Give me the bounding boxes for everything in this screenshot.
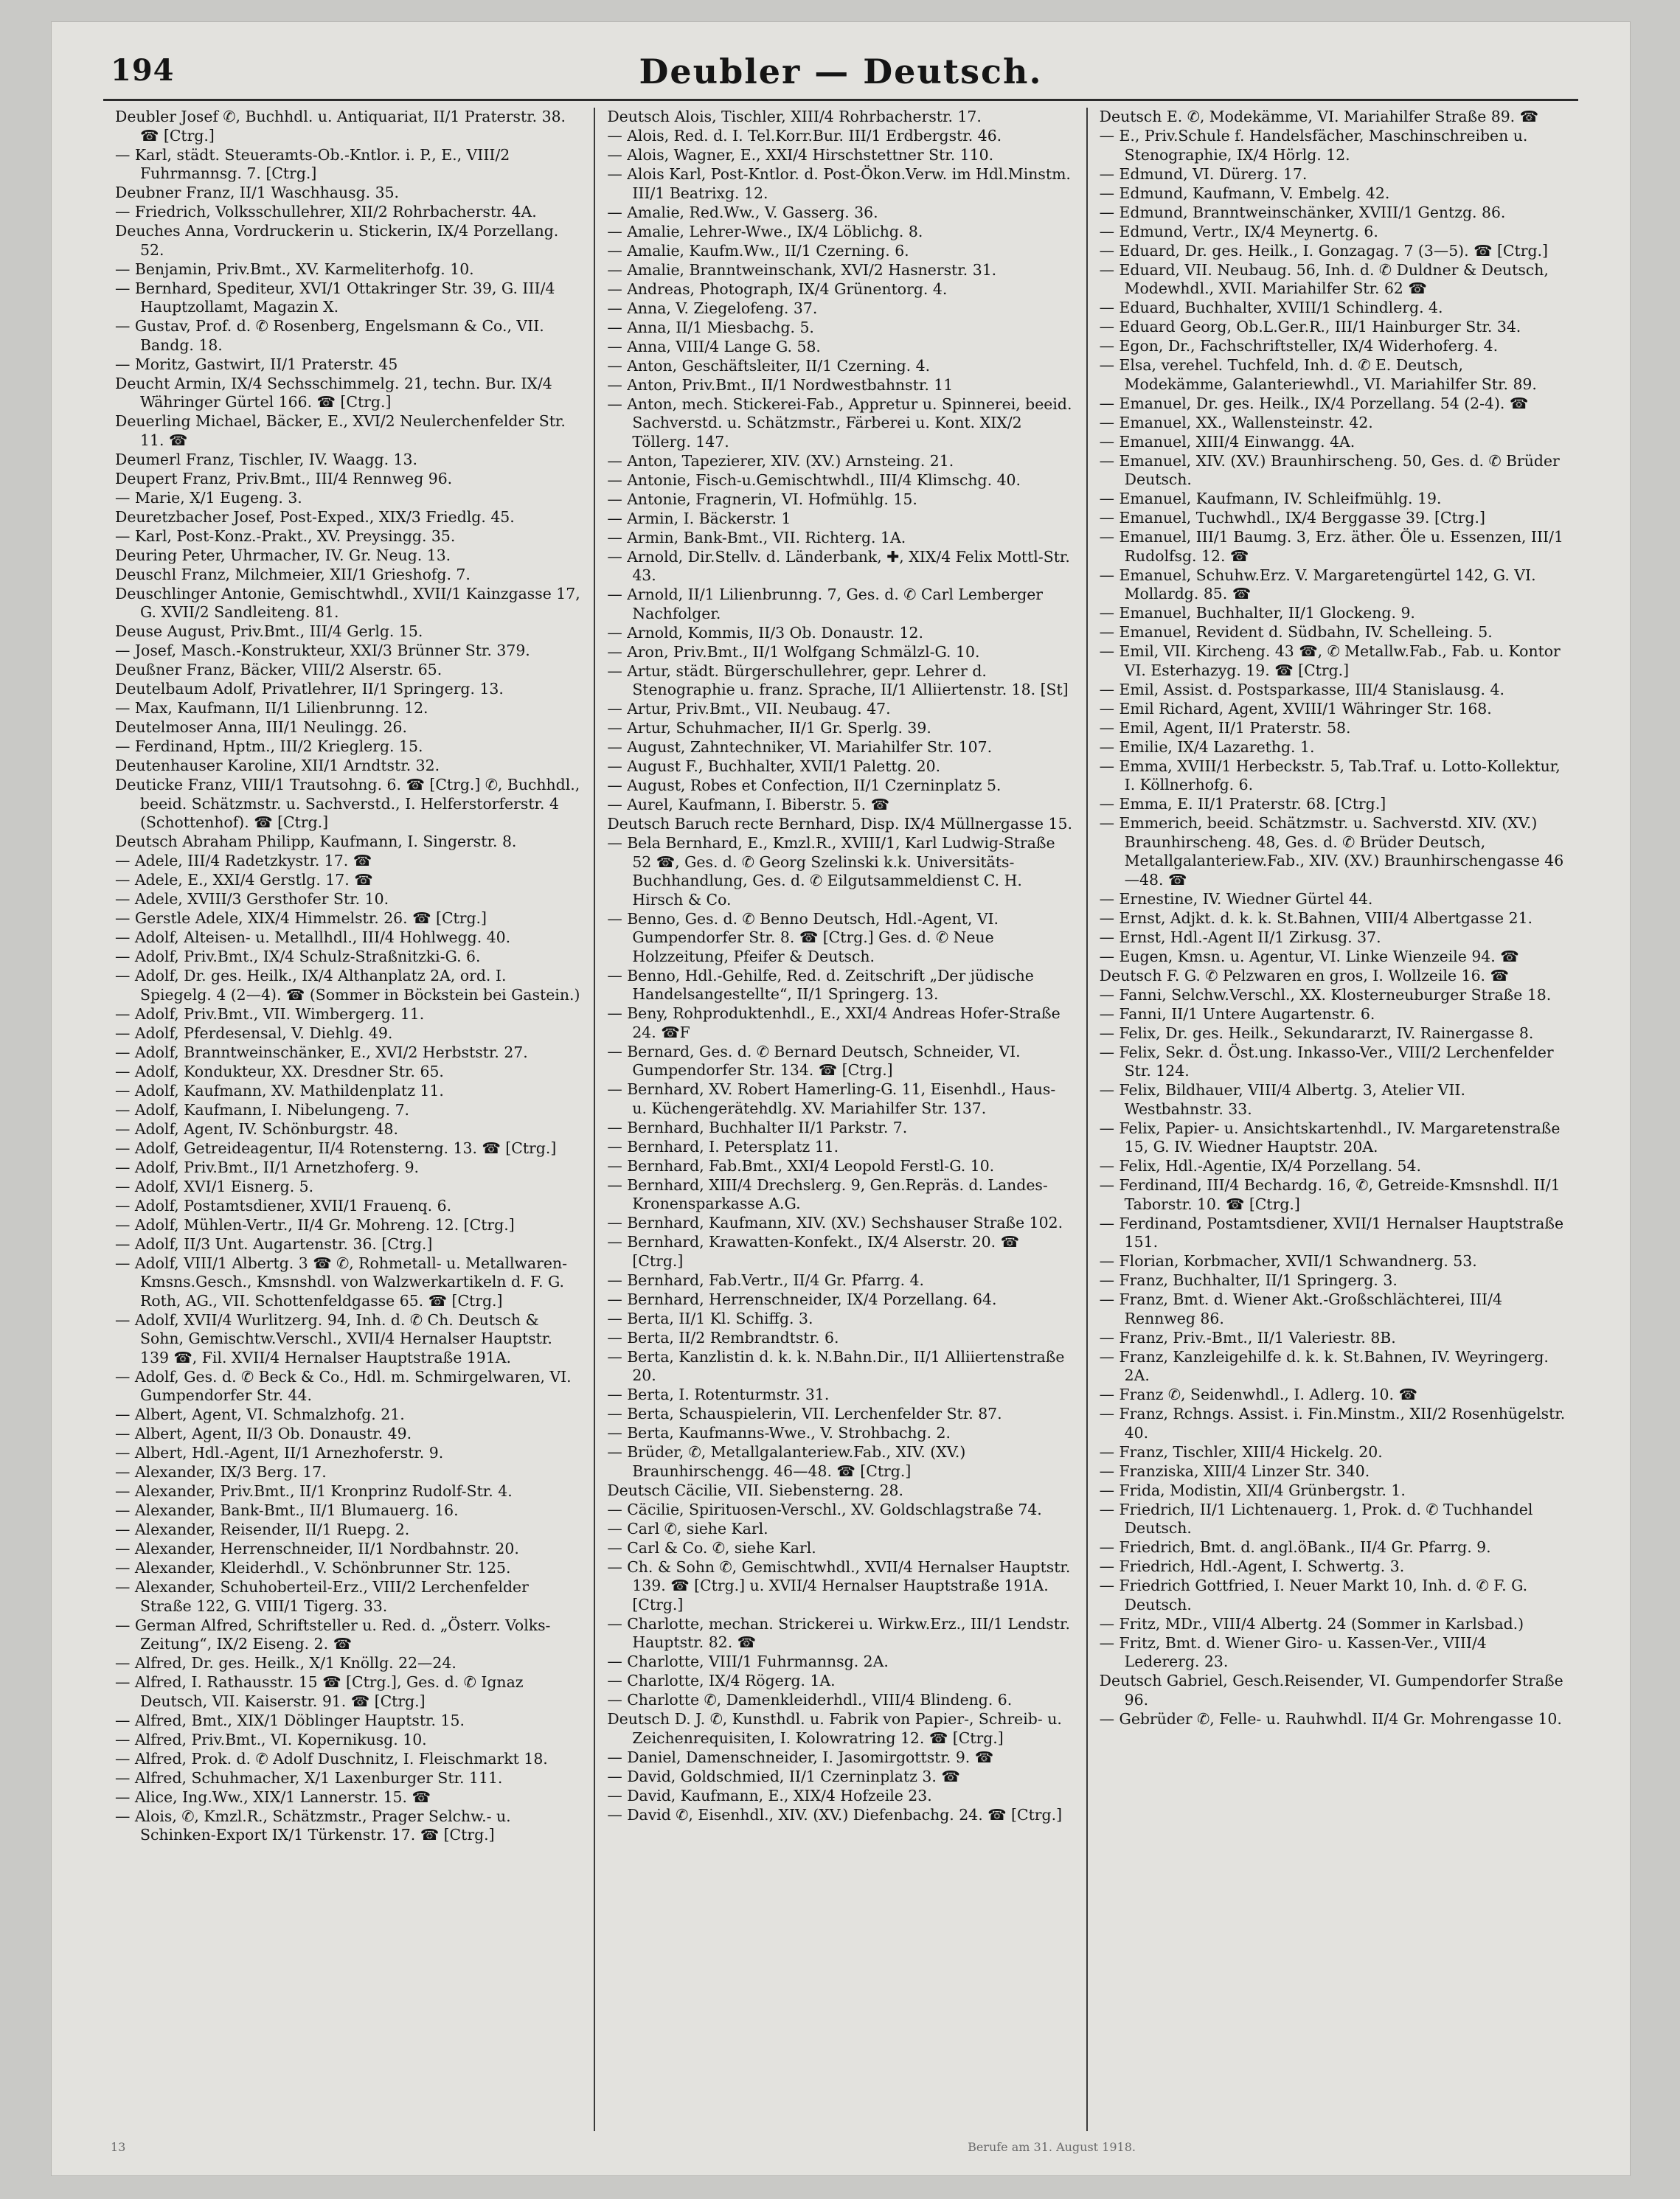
directory-entry: — Ferdinand, Hptm., III/2 Krieglerg. 15. <box>115 737 423 755</box>
directory-entry: — E., Priv.Schule f. Handelsfächer, Maschinschreiben u. Stenographie, IX/4 Hörlg. 12. <box>1099 127 1528 164</box>
directory-entry: Deuches Anna, Vordruckerin u. Stickerin, IX/4 Porzellang. 52. <box>115 222 559 259</box>
directory-entry: — Berta, I. Rotenturmstr. 31. <box>607 1386 830 1403</box>
printer-signature: 13 <box>111 2140 126 2154</box>
directory-entry: — Antonie, Fragnerin, VI. Hofmühlg. 15. <box>607 490 917 508</box>
directory-entry: — Alexander, Reisender, II/1 Ruepg. 2. <box>115 1521 410 1538</box>
directory-entry: Deutelmoser Anna, III/1 Neulingg. 26. <box>115 718 408 736</box>
directory-entry: — Egon, Dr., Fachschriftsteller, IX/4 Widerhoferg. 4. <box>1099 337 1499 355</box>
page-number: 194 <box>111 53 175 88</box>
directory-entry: Deutsch Alois, Tischler, XIII/4 Rohrbacherstr. 17. <box>607 108 982 125</box>
directory-entry: — Carl & Co. ✆, siehe Karl. <box>607 1538 816 1557</box>
directory-entry: Deutelbaum Adolf, Privatlehrer, II/1 Springerg. 13. <box>115 680 504 698</box>
directory-entry: — Amalie, Kaufm.Ww., II/1 Czerning. 6. <box>607 241 909 260</box>
directory-entry: — Emma, E. II/1 Praterstr. 68. [Ctrg.] <box>1099 795 1386 813</box>
directory-entry: Deuse August, Priv.Bmt., III/4 Gerlg. 15. <box>115 622 423 640</box>
directory-entry: — Emanuel, Revident d. Südbahn, IV. Schelleing. 5. <box>1099 623 1493 641</box>
directory-entry: — Bernhard, I. Petersplatz 11. <box>607 1137 839 1156</box>
directory-entry: — Adolf, Alteisen- u. Metallhdl., III/4 Hohlwegg. 40. <box>115 928 511 946</box>
directory-entry: — Ferdinand, Postamtsdiener, XVII/1 Hernalser Hauptstraße 151. <box>1099 1214 1564 1251</box>
running-title: Deubler — Deutsch. <box>639 52 1043 91</box>
directory-entry: — Alfred, I. Rathausstr. 15 ☎ [Ctrg.], Ges. d. ✆ Ignaz Deutsch, VII. Kaiserstr. 91. ☎ [Ctrg.] <box>115 1673 524 1710</box>
directory-entry: — Alexander, Priv.Bmt., II/1 Kronprinz Rudolf-Str. 4. <box>115 1482 513 1500</box>
directory-entry: — August, Zahntechniker, VI. Mariahilfer Str. 107. <box>607 738 993 756</box>
directory-entry: — Berta, II/1 Kl. Schiffg. 3. <box>607 1309 813 1327</box>
directory-entry: — Franz ✆, Seidenwhdl., I. Adlerg. 10. ☎ <box>1099 1386 1417 1403</box>
directory-entry: — Felix, Bildhauer, VIII/4 Albertg. 3, Atelier VII. Westbahnstr. 33. <box>1099 1081 1465 1118</box>
directory-entry: — Emanuel, III/1 Baumg. 3, Erz. äther. Öle u. Essenzen, III/1 Rudolfsg. 12. ☎ <box>1099 528 1563 565</box>
directory-entry: — Alfred, Schuhmacher, X/1 Laxenburger Str. 111. <box>115 1768 503 1787</box>
directory-entry: — Anna, V. Ziegelofeng. 37. <box>607 299 818 317</box>
directory-entry: — Franz, Bmt. d. Wiener Akt.-Großschlächterei, III/4 Rennweg 86. <box>1099 1290 1502 1327</box>
directory-entry: — Friedrich, Hdl.-Agent, I. Schwertg. 3. <box>1099 1557 1405 1575</box>
directory-entry: — Adolf, Ges. d. ✆ Beck & Co., Hdl. m. Schmirgelwaren, VI. Gumpendorfer Str. 44. <box>115 1367 572 1404</box>
directory-entry: Deuring Peter, Uhrmacher, IV. Gr. Neug. 13. <box>115 546 451 564</box>
directory-entry: — Adolf, Priv.Bmt., IX/4 Schulz-Straßnitzki-G. 6. <box>115 948 481 965</box>
directory-entry: — Bernhard, Herrenschneider, IX/4 Porzellang. 64. <box>607 1290 997 1308</box>
directory-entry: — Adolf, Branntweinschänker, E., XVI/2 Herbststr. 27. <box>115 1043 528 1061</box>
directory-entry: — Emanuel, Buchhalter, II/1 Glockeng. 9. <box>1099 604 1415 622</box>
directory-entry: — Albert, Hdl.-Agent, II/1 Arnezhoferstr. 9. <box>115 1444 444 1462</box>
directory-page <box>52 22 1630 2175</box>
directory-entry: — August, Robes et Confection, II/1 Czerninplatz 5. <box>607 777 1002 794</box>
directory-entry: — Bernhard, XV. Robert Hamerling-G. 11, Eisenhdl., Haus- u. Küchengerätehdlg. XV. Mariahilfer Str. 137. <box>607 1080 1056 1117</box>
directory-entry: — Adolf, VIII/1 Albertg. 3 ☎ ✆, Rohmetall- u. Metallwaren-Kmsns.Gesch., Kmsnshdl. von Walzwerkartikeln d. F. G. Roth, AG., VII. Schottenfeldgasse 65. ☎ [Ctrg.] <box>115 1254 567 1310</box>
directory-entry: Deumerl Franz, Tischler, IV. Waagg. 13. <box>115 450 417 468</box>
directory-entry: Deuretzbacher Josef, Post-Exped., XIX/3 Friedlg. 45. <box>115 507 515 526</box>
directory-entry: — Charlotte, IX/4 Rögerg. 1A. <box>607 1672 836 1689</box>
directory-entry: — Fanni, Selchw.Verschl., XX. Klosterneuburger Straße 18. <box>1099 985 1552 1004</box>
directory-entry: — Bernhard, Buchhalter II/1 Parkstr. 7. <box>607 1118 908 1136</box>
directory-entry: — Amalie, Branntweinschank, XVI/2 Hasnerstr. 31. <box>607 260 997 279</box>
directory-entry: — Artur, städt. Bürgerschullehrer, gepr. Lehrer d. Stenographie u. franz. Sprache, II/1 Alliiertenstr. 18. [St] <box>607 661 1069 698</box>
directory-entry: — Alexander, Bank-Bmt., II/1 Blumauerg. 16. <box>115 1501 459 1519</box>
directory-entry: — Adolf, XVII/4 Wurlitzerg. 94, Inh. d. ✆ Ch. Deutsch & Sohn, Gemischtw.Verschl., XVII/4 Hernalser Hauptstr. 139 ☎, Fil. XVII/4 Hernalser Hauptstraße 191A. <box>115 1310 552 1366</box>
directory-entry: — Bernhard, Krawatten-Konfekt., IX/4 Alserstr. 20. ☎ [Ctrg.] <box>607 1233 1019 1270</box>
directory-entry: — Bela Bernhard, E., Kmzl.R., XVIII/1, Karl Ludwig-Straße 52 ☎, Ges. d. ✆ Georg Szelinski k.k. Universitäts-Buchhandlung, Ges. d. ✆ Eilgutsammeldienst C. H. Hirsch & Co. <box>607 834 1055 909</box>
directory-entry: — Ch. & Sohn ✆, Gemischtwhdl., XVII/4 Hernalser Hauptstr. 139. ☎ [Ctrg.] u. XVII/4 Hernalser Hauptstraße 191A. [Ctrg.] <box>607 1557 1071 1613</box>
directory-entry: — Adolf, Pferdesensal, V. Diehlg. 49. <box>115 1024 393 1042</box>
directory-entry: — August F., Buchhalter, XVII/1 Palettg. 20. <box>607 757 941 775</box>
directory-entry: — Arnold, Dir.Stellv. d. Länderbank, ✚, XIX/4 Felix Mottl-Str. 43. <box>607 547 1070 584</box>
directory-entry: — Ernst, Adjkt. d. k. k. St.Bahnen, VIII/4 Albertgasse 21. <box>1099 909 1533 927</box>
directory-entry: — Adolf, Postamtsdiener, XVII/1 Frauenq. 6. <box>115 1196 452 1215</box>
directory-entry: Deutsch F. G. ✆ Pelzwaren en gros, I. Wollzeile 16. ☎ <box>1099 966 1509 984</box>
directory-entry: — Gerstle Adele, XIX/4 Himmelstr. 26. ☎ [Ctrg.] <box>115 909 487 927</box>
directory-entry: — Amalie, Lehrer-Wwe., IX/4 Löblichg. 8. <box>607 222 923 240</box>
directory-entry: Deucht Armin, IX/4 Sechsschimmelg. 21, techn. Bur. IX/4 Währinger Gürtel 166. ☎ [Ctrg.] <box>115 374 552 411</box>
column-middle <box>594 108 1086 2131</box>
directory-entry: — Bernhard, Fab.Bmt., XXI/4 Leopold Ferstl-G. 10. <box>607 1156 995 1175</box>
directory-entry: — Josef, Masch.-Konstrukteur, XXI/3 Brünner Str. 379. <box>115 642 530 659</box>
directory-entry: — David ✆, Eisenhdl., XIV. (XV.) Diefenbachg. 24. ☎ [Ctrg.] <box>607 1805 1063 1824</box>
directory-entry: — Adolf, XVI/1 Eisnerg. 5. <box>115 1177 314 1195</box>
directory-entry: — Franz, Tischler, XIII/4 Hickelg. 20. <box>1099 1442 1383 1461</box>
directory-entry: — Franz, Kanzleigehilfe d. k. k. St.Bahnen, IV. Weyringerg. 2A. <box>1099 1347 1549 1384</box>
directory-entry: — Anna, VIII/4 Lange G. 58. <box>607 337 821 355</box>
directory-entry: Deutsch E. ✆, Modekämme, VI. Mariahilfer Straße 89. ☎ <box>1099 108 1539 125</box>
directory-entry: — Alfred, Dr. ges. Heilk., X/1 Knöllg. 22—24. <box>115 1654 457 1672</box>
directory-entry: — Alexander, Schuhoberteil-Erz., VIII/2 Lerchenfelder Straße 122, G. VIII/1 Tigerg. 33. <box>115 1578 529 1615</box>
directory-entry: Deutsch D. J. ✆, Kunsthdl. u. Fabrik von Papier-, Schreib- u. Zeichenrequisiten, I. Kolowratring 12. ☎ [Ctrg.] <box>607 1710 1062 1747</box>
directory-entry: — Amalie, Red.Ww., V. Gasserg. 36. <box>607 203 878 221</box>
directory-entry: — David, Kaufmann, E., XIX/4 Hofzeile 23. <box>607 1786 932 1804</box>
directory-entry: — Franz, Rchngs. Assist. i. Fin.Minstm., XII/2 Rosenhügelstr. 40. <box>1099 1405 1566 1442</box>
directory-entry: — Berta, Kanzlistin d. k. k. N.Bahn.Dir., II/1 Alliiertenstraße 20. <box>607 1347 1065 1384</box>
directory-entry: — Alfred, Bmt., XIX/1 Döblinger Hauptstr. 15. <box>115 1711 465 1729</box>
directory-entry: — Albert, Agent, II/3 Ob. Donaustr. 49. <box>115 1425 412 1442</box>
directory-entry: — Anton, Tapezierer, XIV. (XV.) Arnsteing. 21. <box>607 451 954 470</box>
column-left <box>103 108 594 2131</box>
directory-entry: Deutsch Cäcilie, VII. Siebensterng. 28. <box>607 1481 903 1499</box>
directory-entry: — Emanuel, XIV. (XV.) Braunhirscheng. 50, Ges. d. ✆ Brüder Deutsch. <box>1099 451 1560 488</box>
directory-entry: — Alexander, Kleiderhdl., V. Schönbrunner Str. 125. <box>115 1559 511 1577</box>
directory-entry: Deuticke Franz, VIII/1 Trautsohng. 6. ☎ [Ctrg.] ✆, Buchhdl., beeid. Schätzmstr. u. Sachverstd., I. Helferstorferstr. 4 (Schottenhof). ☎ [Ctrg.] <box>115 776 580 831</box>
directory-entry: — Adolf, Kondukteur, XX. Dresdner Str. 65. <box>115 1062 444 1080</box>
directory-entry: — Ernestine, IV. Wiedner Gürtel 44. <box>1099 889 1373 908</box>
directory-entry: — Max, Kaufmann, II/1 Lilienbrunng. 12. <box>115 699 428 717</box>
directory-entry: — Adolf, Priv.Bmt., II/1 Arnetzhoferg. 9. <box>115 1158 420 1176</box>
directory-entry: — Aurel, Kaufmann, I. Biberstr. 5. ☎ <box>607 796 889 813</box>
directory-entry: — Felix, Papier- u. Ansichtskartenhdl., IV. Margaretenstraße 15, G. IV. Wiedner Hauptstr. 20A. <box>1099 1119 1561 1156</box>
directory-entry: — Albert, Agent, VI. Schmalzhofg. 21. <box>115 1406 405 1423</box>
directory-entry: — Friedrich, II/1 Lichtenauerg. 1, Prok. d. ✆ Tuchhandel Deutsch. <box>1099 1500 1533 1537</box>
directory-entry: — Bernard, Ges. d. ✆ Bernard Deutsch, Schneider, VI. Gumpendorfer Str. 134. ☎ [Ctrg.] <box>607 1042 1021 1079</box>
directory-entry: — Artur, Priv.Bmt., VII. Neubaug. 47. <box>607 700 891 718</box>
directory-entry: — Adolf, II/3 Unt. Augartenstr. 36. [Ctrg.] <box>115 1234 433 1253</box>
directory-entry: — Charlotte, VIII/1 Fuhrmannsg. 2A. <box>607 1653 889 1670</box>
directory-entry: — Adolf, Getreideagentur, II/4 Rotensterng. 13. ☎ [Ctrg.] <box>115 1139 557 1157</box>
directory-entry: — Felix, Sekr. d. Öst.ung. Inkasso-Ver., VIII/2 Lerchenfelder Str. 124. <box>1099 1043 1554 1080</box>
directory-entry: — Alois, Red. d. I. Tel.Korr.Bur. III/1 Erdbergstr. 46. <box>607 127 1002 145</box>
directory-entry: Deubler Josef ✆, Buchhdl. u. Antiquariat, II/1 Praterstr. 38. ☎ [Ctrg.] <box>115 108 566 145</box>
directory-entry: — Cäcilie, Spirituosen-Verschl., XV. Goldschlagstraße 74. <box>607 1500 1042 1518</box>
directory-entry: — Emil Richard, Agent, XVIII/1 Währinger Str. 168. <box>1099 699 1492 718</box>
directory-entry: — Alexander, Herrenschneider, II/1 Nordbahnstr. 20. <box>115 1540 519 1557</box>
directory-entry: — Ferdinand, III/4 Bechardg. 16, ✆, Getreide-Kmsnshdl. II/1 Taborstr. 10. ☎ [Ctrg.] <box>1099 1176 1561 1213</box>
directory-entry: — Alexander, IX/3 Berg. 17. <box>115 1463 327 1481</box>
directory-entry: — Edmund, Vertr., IX/4 Meynertg. 6. <box>1099 222 1378 240</box>
directory-entry: — Adolf, Dr. ges. Heilk., IX/4 Althanplatz 2A, ord. I. Spiegelg. 4 (2—4). ☎ (Sommer in Böckstein bei Gastein.) <box>115 967 580 1004</box>
directory-entry: Deuerling Michael, Bäcker, E., XVI/2 Neulerchenfelder Str. 11. ☎ <box>115 412 566 449</box>
directory-entry: — Antonie, Fisch-u.Gemischtwhdl., III/4 Klimschg. 40. <box>607 470 1021 489</box>
directory-entry: — Alois, ✆, Kmzl.R., Schätzmstr., Prager Selchw.- u. Schinken-Export IX/1 Türkenstr. 17. ☎ [Ctrg.] <box>115 1807 511 1844</box>
directory-entry: Deutsch Baruch recte Bernhard, Disp. IX/4 Müllnergasse 15. <box>607 815 1072 833</box>
directory-entry: — Aron, Priv.Bmt., II/1 Wolfgang Schmälzl-G. 10. <box>607 642 980 661</box>
directory-entry: — Fritz, MDr., VIII/4 Albertg. 24 (Sommer in Karlsbad.) <box>1099 1614 1524 1633</box>
directory-entry: — Bernhard, Fab.Vertr., II/4 Gr. Pfarrg. 4. <box>607 1271 925 1289</box>
directory-entry: — Anna, II/1 Miesbachg. 5. <box>607 318 814 336</box>
directory-entry: — Emanuel, Kaufmann, IV. Schleifmühlg. 19. <box>1099 490 1442 507</box>
directory-entry: — Anton, mech. Stickerei-Fab., Appretur u. Spinnerei, beeid. Sachverstd. u. Schätzmstr., Färberei u. Kont. XIX/2 Töllerg. 147. <box>607 395 1072 451</box>
directory-entry: — Alice, Ing.Ww., XIX/1 Lannerstr. 15. ☎ <box>115 1788 431 1806</box>
directory-entry: — Fritz, Bmt. d. Wiener Giro- u. Kassen-Ver., VIII/4 Ledererg. 23. <box>1099 1633 1487 1670</box>
directory-entry: — Alfred, Priv.Bmt., VI. Kopernikusg. 10. <box>115 1730 427 1748</box>
footer-note: Berufe am 31. August 1918. <box>968 2140 1136 2154</box>
directory-entry: — German Alfred, Schriftsteller u. Red. d. „Österr. Volks-Zeitung“, IX/2 Eiseng. 2. ☎ <box>115 1616 551 1653</box>
directory-entry: — Adele, E., XXI/4 Gerstlg. 17. ☎ <box>115 871 373 889</box>
directory-entry: — Adolf, Agent, IV. Schönburgstr. 48. <box>115 1119 399 1138</box>
directory-entry: Deubner Franz, II/1 Waschhausg. 35. <box>115 184 400 201</box>
directory-entry: — Andreas, Photograph, IX/4 Grünentorg. 4. <box>607 279 948 298</box>
directory-entry: — Karl, städt. Steueramts-Ob.-Kntlor. i. P., E., VIII/2 Fuhrmannsg. 7. [Ctrg.] <box>115 145 510 182</box>
column-right <box>1086 108 1578 2131</box>
directory-entry: Deuschl Franz, Milchmeier, XII/1 Grieshofg. 7. <box>115 565 471 583</box>
directory-entry: — Brüder, ✆, Metallgalanteriew.Fab., XIV. (XV.) Braunhirschengg. 46—48. ☎ [Ctrg.] <box>607 1443 966 1480</box>
directory-entry: Deußner Franz, Bäcker, VIII/2 Alserstr. 65. <box>115 661 442 678</box>
directory-entry: — Emanuel, Tuchwhdl., IX/4 Berggasse 39. [Ctrg.] <box>1099 509 1485 527</box>
directory-entry: — Adolf, Mühlen-Vertr., II/4 Gr. Mohreng. 12. [Ctrg.] <box>115 1215 515 1234</box>
directory-entry: — Elsa, verehel. Tuchfeld, Inh. d. ✆ E. Deutsch, Modekämme, Galanteriewhdl., VI. Mariahilfer Str. 89. <box>1099 356 1537 393</box>
directory-entry: Deutsch Abraham Philipp, Kaufmann, I. Singerstr. 8. <box>115 833 517 850</box>
directory-entry: — Adele, XVIII/3 Gersthofer Str. 10. <box>115 890 389 908</box>
directory-entry: — Frida, Modistin, XII/4 Grünbergstr. 1. <box>1099 1481 1406 1499</box>
directory-entry: — Edmund, Kaufmann, V. Embelg. 42. <box>1099 184 1390 202</box>
directory-entry: — Felix, Hdl.-Agentie, IX/4 Porzellang. 54. <box>1099 1157 1421 1175</box>
directory-entry: — Emanuel, XX., Wallensteinstr. 42. <box>1099 413 1373 431</box>
directory-entry: — Adolf, Kaufmann, XV. Mathildenplatz 11. <box>115 1081 444 1100</box>
directory-entry: — Florian, Korbmacher, XVII/1 Schwandnerg. 53. <box>1099 1252 1477 1270</box>
directory-entry: — Emilie, IX/4 Lazarethg. 1. <box>1099 737 1315 756</box>
directory-entry: — Alfred, Prok. d. ✆ Adolf Duschnitz, I. Fleischmarkt 18. <box>115 1749 548 1768</box>
directory-entry: — Emmerich, beeid. Schätzmstr. u. Sachverstd. XIV. (XV.) Braunhirscheng. 48, Ges. d. ✆ Brüder Deutsch, Metallgalanteriew.Fab., XIV. (XV.) Braunhirschengasse 46—48. ☎ <box>1099 814 1564 889</box>
directory-entry: — Charlotte ✆, Damenkleiderhdl., VIII/4 Blindeng. 6. <box>607 1691 1013 1709</box>
directory-entry: — Adele, III/4 Radetzkystr. 17. ☎ <box>115 852 372 869</box>
directory-entry: — Armin, I. Bäckerstr. 1 <box>607 509 791 527</box>
directory-entry: — Bernhard, Spediteur, XVI/1 Ottakringer Str. 39, G. III/4 Hauptzollamt, Magazin X. <box>115 279 555 316</box>
directory-entry: — Friedrich, Volksschullehrer, XII/2 Rohrbacherstr. 4A. <box>115 203 537 220</box>
directory-entry: — Emanuel, Dr. ges. Heilk., IX/4 Porzellang. 54 (2-4). ☎ <box>1099 394 1529 412</box>
directory-entry: — David, Goldschmied, II/1 Czerninplatz 3. ☎ <box>607 1767 960 1785</box>
directory-entry: Deutsch Gabriel, Gesch.Reisender, VI. Gumpendorfer Straße 96. <box>1099 1672 1563 1709</box>
directory-entry: — Berta, II/2 Rembrandtstr. 6. <box>607 1328 839 1347</box>
directory-entry: — Marie, X/1 Eugeng. 3. <box>115 488 302 507</box>
page-header <box>103 47 1578 101</box>
directory-entry: — Carl ✆, siehe Karl. <box>607 1519 768 1538</box>
directory-entry: — Karl, Post-Konz.-Prakt., XV. Preysingg. 35. <box>115 527 456 545</box>
directory-entry: — Gebrüder ✆, Felle- u. Rauhwhdl. II/4 Gr. Mohrengasse 10. <box>1099 1709 1562 1728</box>
entry-columns <box>103 108 1578 2131</box>
directory-entry: — Adolf, Priv.Bmt., VII. Wimbergerg. 11. <box>115 1004 425 1023</box>
directory-entry: — Emma, XVIII/1 Herbeckstr. 5, Tab.Traf. u. Lotto-Kollektur, I. Köllnerhofg. 6. <box>1099 757 1561 793</box>
directory-entry: — Artur, Schuhmacher, II/1 Gr. Sperlg. 39. <box>607 719 931 737</box>
directory-entry: — Friedrich, Bmt. d. angl.öBank., II/4 Gr. Pfarrg. 9. <box>1099 1538 1491 1556</box>
directory-entry: — Eduard, VII. Neubaug. 56, Inh. d. ✆ Duldner & Deutsch, Modewhdl., XVII. Mariahilfer Str. 62 ☎ <box>1099 260 1549 297</box>
directory-entry: — Benjamin, Priv.Bmt., XV. Karmeliterhofg. 10. <box>115 260 474 278</box>
directory-entry: — Anton, Priv.Bmt., II/1 Nordwestbahnstr. 11 <box>607 375 954 394</box>
directory-entry: — Franz, Priv.-Bmt., II/1 Valeriestr. 8B. <box>1099 1328 1396 1347</box>
directory-entry: — Charlotte, mechan. Strickerei u. Wirkw.Erz., III/1 Lendstr. Hauptstr. 82. ☎ <box>607 1614 1070 1651</box>
directory-entry: — Berta, Schauspielerin, VII. Lerchenfelder Str. 87. <box>607 1405 1002 1422</box>
directory-entry: — Friedrich Gottfried, I. Neuer Markt 10, Inh. d. ✆ F. G. Deutsch. <box>1099 1577 1528 1613</box>
directory-entry: Deuschlinger Antonie, Gemischtwhdl., XVII/1 Kainzgasse 17, G. XVII/2 Sandleiteng. 81. <box>115 584 580 621</box>
directory-entry: — Fanni, II/1 Untere Augartenstr. 6. <box>1099 1004 1375 1023</box>
directory-entry: — Arnold, Kommis, II/3 Ob. Donaustr. 12. <box>607 623 923 642</box>
directory-entry: — Eduard, Buchhalter, XVIII/1 Schindlerg. 4. <box>1099 299 1443 316</box>
directory-entry: — Eugen, Kmsn. u. Agentur, VI. Linke Wienzeile 94. ☎ <box>1099 947 1519 965</box>
directory-entry: — Benno, Ges. d. ✆ Benno Deutsch, Hdl.-Agent, VI. Gumpendorfer Str. 8. ☎ [Ctrg.] Ges. d. ✆ Neue Holzzeitung, Pfeifer & Deutsch. <box>607 909 999 965</box>
directory-entry: — Armin, Bank-Bmt., VII. Richterg. 1A. <box>607 528 906 546</box>
directory-entry: — Benno, Hdl.-Gehilfe, Red. d. Zeitschrift „Der jüdische Handelsangestellte“, II/1 Springerg. 13. <box>607 966 1034 1003</box>
directory-entry: — Franziska, XIII/4 Linzer Str. 340. <box>1099 1462 1370 1480</box>
directory-entry: — Franz, Buchhalter, II/1 Springerg. 3. <box>1099 1271 1398 1289</box>
directory-entry: — Adolf, Kaufmann, I. Nibelungeng. 7. <box>115 1100 410 1119</box>
directory-entry: — Edmund, Branntweinschänker, XVIII/1 Gentzg. 86. <box>1099 203 1506 221</box>
page-footer <box>103 2140 1578 2161</box>
directory-entry: — Edmund, VI. Dürerg. 17. <box>1099 164 1308 183</box>
directory-entry: Deupert Franz, Priv.Bmt., III/4 Rennweg 96. <box>115 469 453 487</box>
directory-entry: — Beny, Rohproduktenhdl., E., XXI/4 Andreas Hofer-Straße 24. ☎F <box>607 1004 1061 1041</box>
directory-entry: — Eduard Georg, Ob.L.Ger.R., III/1 Hainburger Str. 34. <box>1099 318 1521 336</box>
directory-entry: — Ernst, Hdl.-Agent II/1 Zirkusg. 37. <box>1099 928 1381 946</box>
directory-entry: — Emil, Agent, II/1 Praterstr. 58. <box>1099 718 1351 737</box>
directory-entry: — Arnold, II/1 Lilienbrunng. 7, Ges. d. ✆ Carl Lemberger Nachfolger. <box>607 586 1044 622</box>
directory-entry: — Alois, Wagner, E., XXI/4 Hirschstettner Str. 110. <box>607 146 994 164</box>
directory-entry: — Daniel, Damenschneider, I. Jasomirgottstr. 9. ☎ <box>607 1748 994 1766</box>
directory-entry: — Gustav, Prof. d. ✆ Rosenberg, Engelsmann & Co., VII. Bandg. 18. <box>115 317 544 354</box>
directory-entry: — Emanuel, Schuhw.Erz. V. Margaretengürtel 142, G. VI. Mollardg. 85. ☎ <box>1099 566 1536 602</box>
directory-entry: — Emanuel, XIII/4 Einwangg. 4A. <box>1099 432 1356 451</box>
directory-entry: Deutenhauser Karoline, XII/1 Arndtstr. 32. <box>115 757 440 774</box>
directory-entry: — Felix, Dr. ges. Heilk., Sekundararzt, IV. Rainergasse 8. <box>1099 1024 1534 1042</box>
directory-entry: — Emil, Assist. d. Postsparkasse, III/4 Stanislausg. 4. <box>1099 680 1504 698</box>
directory-entry: — Emil, VII. Kircheng. 43 ☎, ✆ Metallw.Fab., Fab. u. Kontor VI. Esterhazyg. 19. ☎ [Ctrg.] <box>1099 642 1561 679</box>
directory-entry: — Bernhard, Kaufmann, XIV. (XV.) Sechshauser Straße 102. <box>607 1214 1063 1231</box>
directory-entry: — Moritz, Gastwirt, II/1 Praterstr. 45 <box>115 355 398 373</box>
directory-entry: — Bernhard, XIII/4 Drechslerg. 9, Gen.Repräs. d. Landes-Kronensparkasse A.G. <box>607 1175 1048 1212</box>
directory-entry: — Eduard, Dr. ges. Heilk., I. Gonzagag. 7 (3—5). ☎ [Ctrg.] <box>1099 241 1548 260</box>
directory-entry: — Alois Karl, Post-Kntlor. d. Post-Ökon.Verw. im Hdl.Minstm. III/1 Beatrixg. 12. <box>607 165 1071 202</box>
directory-entry: — Berta, Kaufmanns-Wwe., V. Strohbachg. 2. <box>607 1424 951 1442</box>
directory-entry: — Anton, Geschäftsleiter, II/1 Czerning. 4. <box>607 356 931 375</box>
